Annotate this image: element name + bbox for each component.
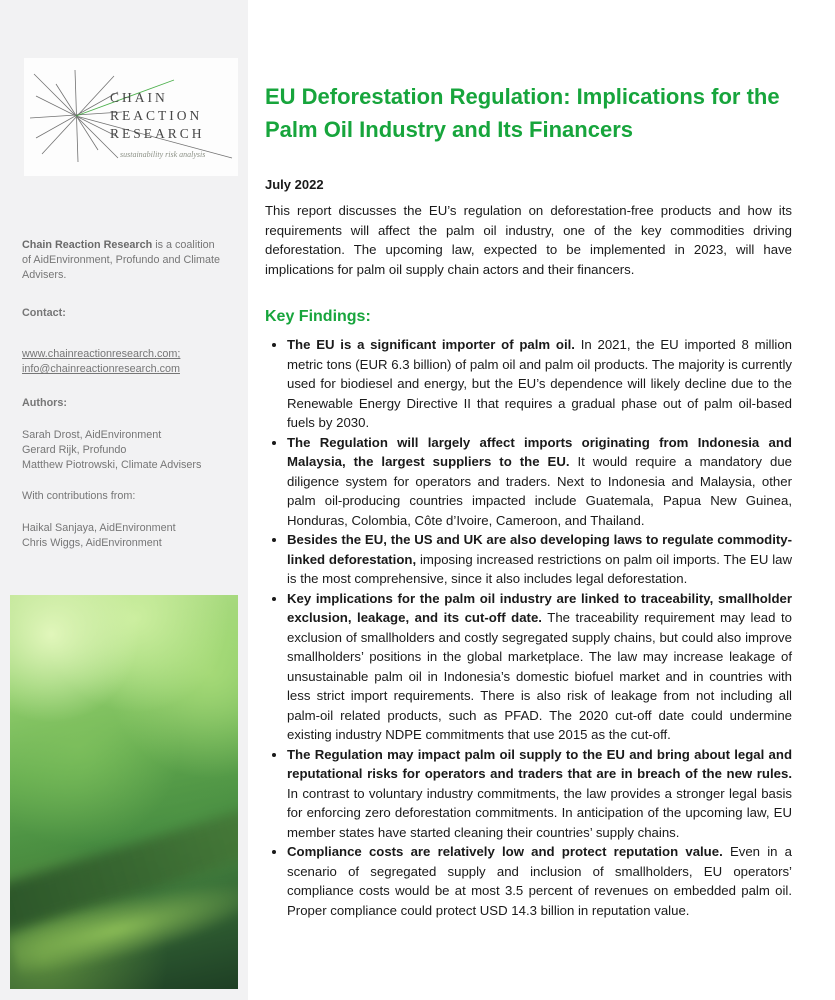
contributor-line: Haikal Sanjaya, AidEnvironment (22, 522, 176, 534)
crr-logo (24, 58, 238, 176)
key-finding-rest: In contrast to voluntary industry commitments, the law provides a stronger legal basis for enforcing zero deforestation commitments. In anticipation of the upcoming law, EU member states have started cleaning their countries’ supply chains. (287, 785, 792, 840)
logo-tagline: sustainability risk analysis (120, 150, 206, 159)
key-finding-item-2 (287, 433, 792, 531)
key-finding-rest: The traceability requirement may lead to exclusion of smallholders and costly segregated supply chains, but could also improve smallholders’ positions in the global marketplace. The law may increase leakage of unsustainable palm oil in Indonesia’s domestic biofuel market and in countries with less strict import requirements. There is also risk of leakage from not including all palm-oil related products, such as PFAD. The 2020 cut-off date could undermine existing industry NDPE commitments that use 2015 as the cut-off. (287, 610, 793, 742)
contributors-list (22, 521, 226, 551)
authors-list (22, 428, 226, 473)
key-finding-item-4 (287, 589, 792, 745)
key-finding-item-5 (287, 745, 792, 843)
key-findings-heading: Key Findings: (265, 308, 371, 325)
key-finding-rest: In 2021, the EU imported 8 million metric tons (EUR 6.3 billion) of palm oil and palm oil products. The majority is currently used for biodiesel and energy, but the EU’s dependence will likely decline due to the Renewable Energy Directive II that requires a gradual phase out of palm oil-based fuels by 2030. (287, 337, 792, 430)
key-finding-bold: The Regulation will largely affect imports originating from Indonesia and Malaysia, the largest suppliers to the EU. (287, 434, 792, 469)
key-finding-bold: Compliance costs are relatively low and protect reputation value. (287, 844, 723, 859)
author-line: Gerard Rijk, Profundo (22, 444, 127, 456)
contributor-line: Chris Wiggs, AidEnvironment (22, 537, 162, 549)
key-finding-bold: The EU is a significant importer of palm oil. (287, 337, 575, 352)
intro-paragraph: This report discusses the EU’s regulation on deforestation-free products and how its requirements will affect the palm oil industry, one of the key commodities driving deforestation. The upcoming law, expected to be implemented in 2023, will have implications for palm oil supply chain actors and their financers. (265, 203, 792, 277)
logo-word-research: RESEARCH (110, 126, 205, 141)
key-findings-list (265, 335, 792, 920)
page-title: EU Deforestation Regulation: Implications for the Palm Oil Industry and Its Financers (265, 84, 780, 142)
starburst-icon (24, 58, 238, 176)
author-line: Matthew Piotrowski, Climate Advisers (22, 459, 202, 471)
forest-photo (10, 595, 238, 989)
key-finding-rest: It would require a mandatory due diligence system for operators and traders. Next to Indonesia and Malaysia, other palm oil-producing countries impacted include Guatemala, Papua New Guinea, Honduras, Colombia, Côte d’Ivoire, Cameroon, and Thailand. (287, 454, 792, 528)
sidebar-about-rest: is a coalition of AidEnvironment, Profundo and Climate Advisers. (22, 239, 221, 281)
logo-word-reaction: REACTION (110, 108, 203, 123)
key-finding-bold: Besides the EU, the US and UK are also developing laws to regulate commodity-linked deforestation, (287, 532, 792, 567)
key-finding-bold: The Regulation may impact palm oil supply to the EU and bring about legal and reputational risks for operators and traders that are in breach of the new rules. (287, 746, 792, 781)
key-finding-item-6 (287, 842, 792, 920)
sidebar-about-bold: Chain Reaction Research (22, 239, 153, 251)
email-link[interactable]: info@chainreactionresearch.com (22, 363, 180, 375)
sidebar (0, 0, 248, 1000)
authors-label: Authors: (22, 397, 67, 409)
key-finding-item-1 (287, 335, 792, 433)
key-finding-item-3 (287, 530, 792, 589)
key-finding-rest: Even in a scenario of segregated supply and inclusion of smallholders, EU operators’ compliance costs would be at most 3.5 percent of revenues on embedded palm oil. Proper compliance could protect USD 14.3 billion in reputation value. (287, 844, 793, 918)
report-body (265, 0, 792, 1000)
author-line: Sarah Drost, AidEnvironment (22, 429, 162, 441)
sidebar-about (22, 238, 226, 283)
key-finding-bold: Key implications for the palm oil industry are linked to traceability, smallholder exclusion, leakage, and its cut-off date. (287, 590, 792, 625)
contact-label: Contact: (22, 307, 66, 319)
website-link[interactable]: www.chainreactionresearch.com; (22, 348, 181, 360)
contributions-label: With contributions from: (22, 490, 136, 502)
contact-links (22, 347, 226, 377)
report-date: July 2022 (265, 177, 324, 192)
logo-word-chain: CHAIN (110, 90, 168, 105)
key-finding-rest: imposing increased restrictions on palm oil imports. The EU law is the most comprehensive, since it also includes legal deforestation. (287, 551, 792, 586)
